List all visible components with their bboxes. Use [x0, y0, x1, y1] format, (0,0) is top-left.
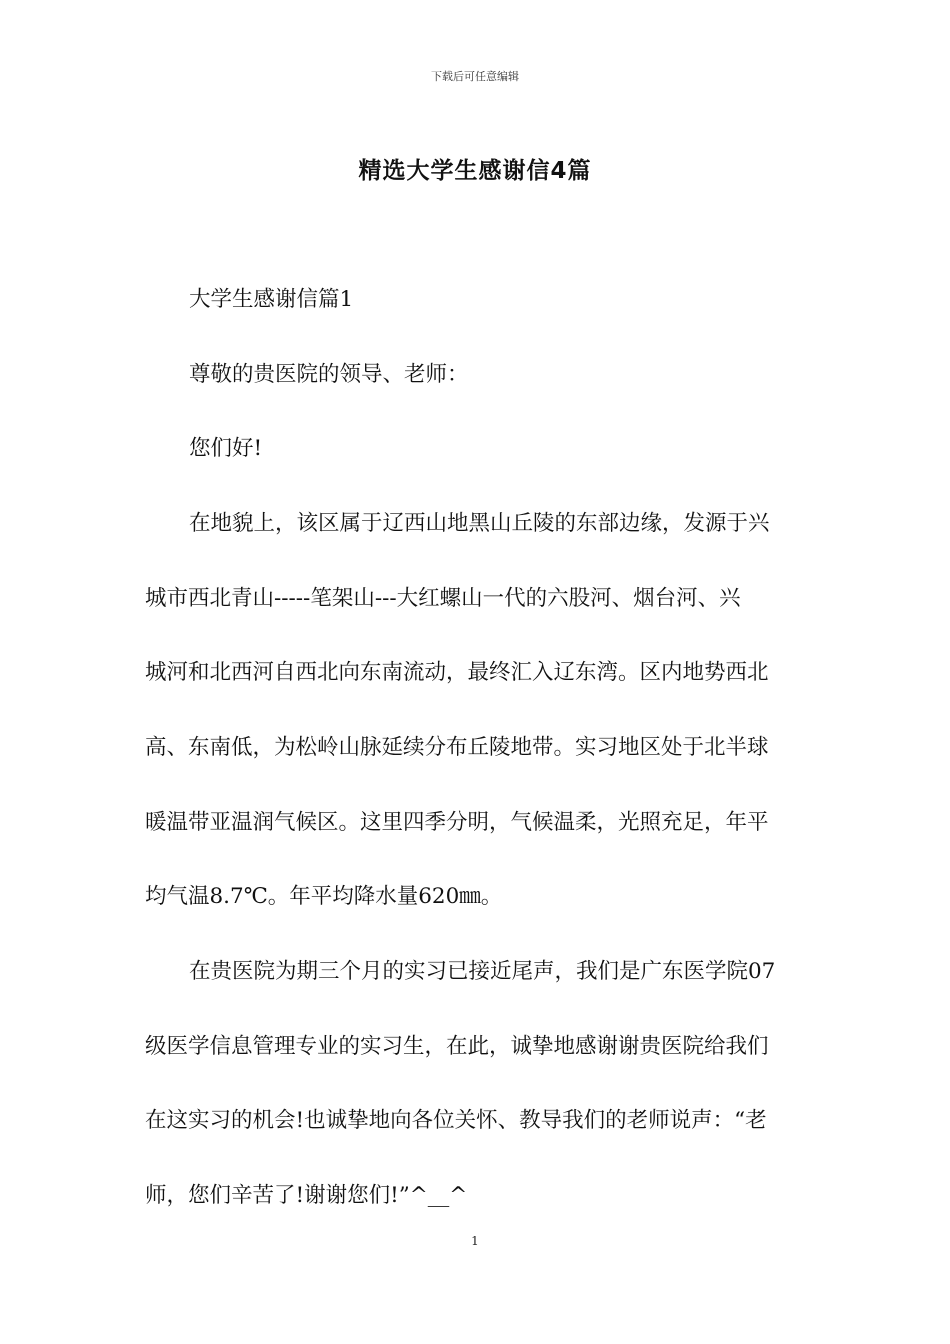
document-title: 精选大学生感谢信4篇: [358, 158, 592, 184]
paragraph-line: 在贵医院为期三个月的实习已接近尾声，我们是广东医学院07: [189, 959, 776, 984]
paragraph-line: 高、东南低，为松岭山脉延续分布丘陵地带。实习地区处于北半球: [145, 735, 769, 760]
paragraph-line: 暖温带亚温润气候区。这里四季分明，气候温柔，光照充足，年平: [145, 810, 769, 835]
page-number: 1: [471, 1234, 479, 1248]
paragraph-line: 均气温8.7℃。年平均降水量620㎜。: [145, 884, 503, 909]
paragraph-line: 在地貌上，该区属于辽西山地黑山丘陵的东部边缘，发源于兴: [189, 511, 770, 536]
paragraph-line: 师，您们辛苦了!谢谢您们!”^__^: [145, 1183, 468, 1208]
greeting: 您们好!: [189, 436, 263, 461]
paragraph-line: 城市西北青山-----笔架山---大红螺山一代的六股河、烟台河、兴: [145, 586, 741, 611]
section-heading: 大学生感谢信篇1: [189, 287, 354, 312]
paragraph-line: 城河和北西河自西北向东南流动，最终汇入辽东湾。区内地势西北: [145, 660, 769, 685]
paragraph-line: 在这实习的机会!也诚挚地向各位关怀、教导我们的老师说声：“老: [145, 1108, 767, 1133]
header-note: 下载后可任意编辑: [431, 70, 519, 83]
salutation: 尊敬的贵医院的领导、老师：: [189, 362, 469, 387]
paragraph-line: 级医学信息管理专业的实习生，在此，诚挚地感谢谢贵医院给我们: [145, 1034, 769, 1059]
